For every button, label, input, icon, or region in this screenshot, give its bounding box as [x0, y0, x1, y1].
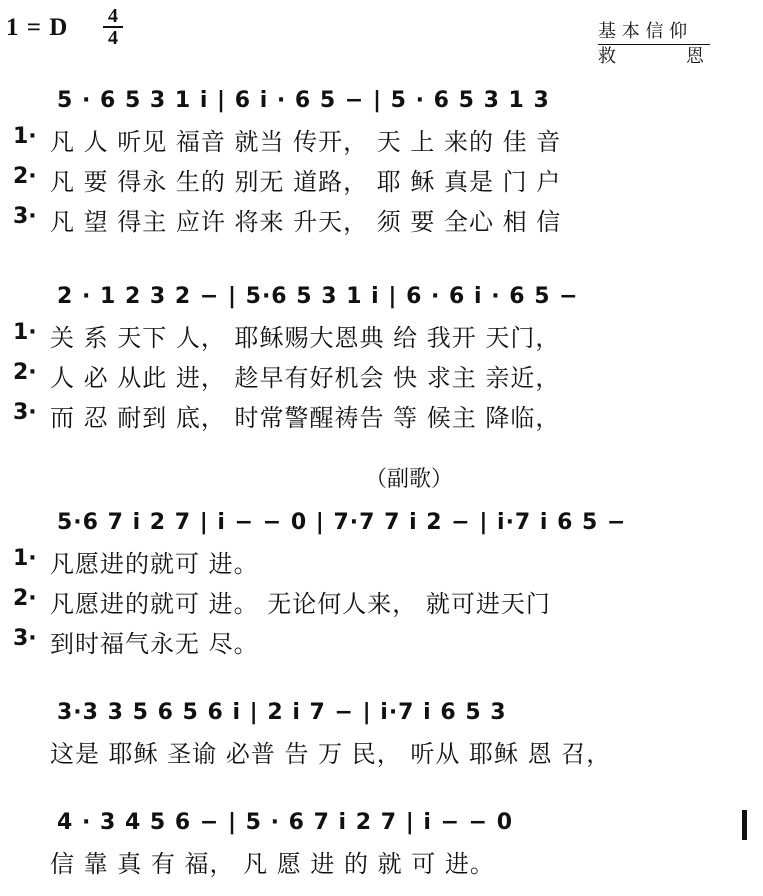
notes: 5·6 7 i 2 7 | i − − 0 | 7·7 7 i 2 − | i·7 i 6 5 − — [57, 510, 627, 535]
system-3 — [0, 510, 763, 664]
system-4 — [0, 700, 763, 774]
notes: 3·3 3 5 6 5 6 i | 2 i 7 − | i·7 i 6 5 3 — [57, 700, 507, 725]
meter-top: 4 — [103, 6, 123, 28]
key-signature: 1 = D — [6, 14, 69, 41]
notation-row — [0, 700, 763, 734]
notation-row — [0, 88, 763, 122]
time-signature — [103, 6, 123, 48]
lyric-line: 2· 凡愿进的就可 进。 无论何人来， 就可进天门 — [13, 586, 551, 618]
notation-row — [0, 284, 763, 318]
chorus-label: （副歌） — [365, 467, 454, 492]
credits — [598, 20, 710, 69]
lyric-line: 2· 凡 要 得永 生的 别无 道路， 耶 稣 真是 门 户 — [13, 164, 562, 196]
notes: 4 · 3 4 5 6 − | 5 · 6 7 i 2 7 | i − − 0 — [57, 810, 514, 835]
notation-row — [0, 810, 763, 844]
lyric-line: 1· 凡愿进的就可 进。 — [13, 546, 259, 578]
lyricist-label: 救 恩 — [598, 46, 704, 67]
lyric-line: 这是 耶稣 圣谕 必普 告 万 民， 听从 耶稣 恩 召， — [50, 740, 612, 768]
category-label: 基 本 信 仰 — [598, 20, 710, 45]
notation-row — [0, 510, 763, 544]
lyric-line: 1· 关 系 天下 人， 耶稣赐大恩典 给 我开 天门， — [13, 320, 561, 352]
lyric-line: 3· 凡 望 得主 应许 将来 升天， 须 要 全心 相 信 — [13, 204, 562, 236]
lyric-line: 信 靠 真 有 福， 凡 愿 进 的 就 可 进。 — [50, 850, 495, 878]
meter-bottom: 4 — [108, 27, 118, 49]
lyric-line: 3· 到时福气永无 尽。 — [13, 626, 259, 658]
notes: 5 · 6 5 3 1 i | 6 i · 6 5 − | 5 · 6 5 3 1 3 — [57, 88, 550, 113]
system-1 — [0, 88, 763, 242]
system-2 — [0, 284, 763, 438]
final-barline — [742, 810, 747, 840]
lyric-line: 2· 人 必 从此 进， 趁早有好机会 快 求主 亲近， — [13, 360, 561, 392]
system-5 — [0, 810, 763, 884]
notes: 2 · 1 2 3 2 − | 5·6 5 3 1 i | 6 · 6 i · 6 5 − — [57, 284, 579, 309]
lyric-line: 1· 凡 人 听见 福音 就当 传开， 天 上 来的 佳 音 — [13, 124, 562, 156]
lyric-line: 3· 而 忍 耐到 底， 时常警醒祷告 等 候主 降临， — [13, 400, 561, 432]
